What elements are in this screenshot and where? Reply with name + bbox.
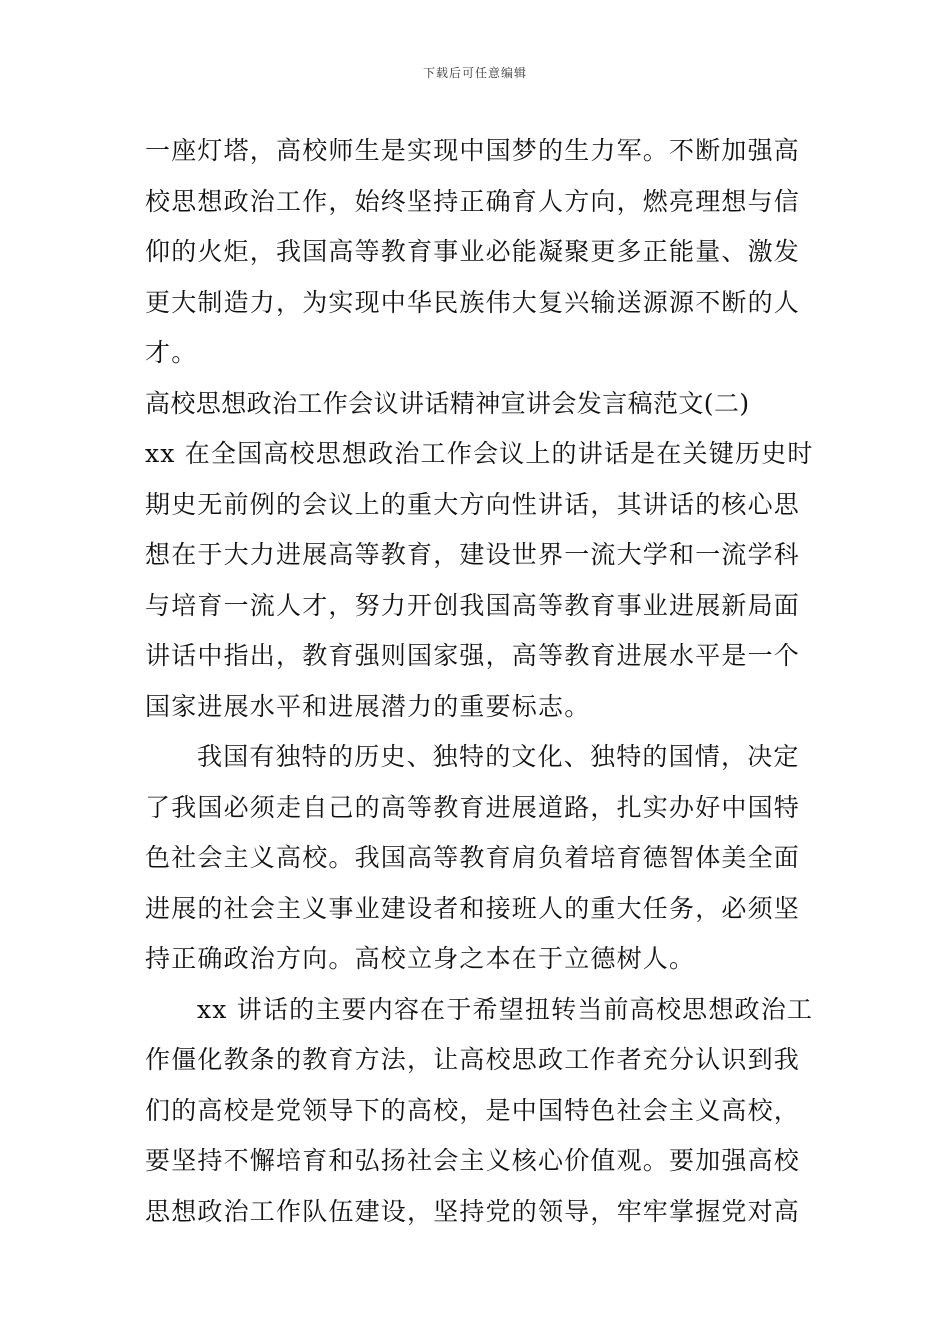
paragraph-first-line: 我国有独特的历史、独特的文化、独特的国情，决定	[197, 742, 800, 771]
body-line: 持正确政治方向。高校立身之本在于立德树人。	[145, 944, 696, 973]
body-line: 进展的社会主义事业建设者和接班人的重大任务，必须坚	[145, 893, 801, 923]
body-line: 国家进展水平和进展潜力的重要标志。	[145, 691, 591, 721]
body-line: 想在于大力进展高等教育，建设世界一流大学和一流学科	[145, 540, 801, 569]
section-heading: 高校思想政治工作会议讲话精神宣讲会发言稿范文(二)	[145, 388, 750, 418]
body-line: 校思想政治工作，始终坚持正确育人方向，燃亮理想与信	[145, 186, 801, 216]
body-line: 期史无前例的会议上的重大方向性讲话，其讲话的核心思	[145, 489, 801, 519]
body-line: 作僵化教条的教育方法，让高校思政工作者充分认识到我	[145, 1045, 801, 1074]
body-line: 色社会主义高校。我国高等教育肩负着培育德智体美全面	[145, 843, 801, 872]
body-line: xx 在全国高校思想政治工作会议上的讲话是在关键历史时	[145, 439, 814, 468]
body-line: 与培育一流人才，努力开创我国高等教育事业进展新局面	[145, 590, 801, 620]
body-line: 讲话中指出，教育强则国家强，高等教育进展水平是一个	[145, 641, 801, 670]
body-line: 一座灯塔，高校师生是实现中国梦的生力军。不断加强高	[145, 136, 801, 165]
body-line: 要坚持不懈培育和弘扬社会主义核心价值观。要加强高校	[145, 1146, 801, 1175]
document-body	[145, 126, 814, 1237]
body-line: 们的高校是党领导下的高校，是中国特色社会主义高校，	[145, 1095, 801, 1125]
page-header-note: 下载后可任意编辑	[422, 66, 527, 80]
paragraph-first-line: xx 讲话的主要内容在于希望扭转当前高校思想政治工	[197, 994, 814, 1024]
body-line: 思想政治工作队伍建设，坚持党的领导，牢牢掌握党对高	[145, 1196, 801, 1226]
body-line: 更大制造力，为实现中华民族伟大复兴输送源源不断的人	[145, 287, 801, 317]
body-line: 仰的火炬，我国高等教育事业必能凝聚更多正能量、激发	[145, 237, 801, 266]
body-line: 了我国必须走自己的高等教育进展道路，扎实办好中国特	[145, 792, 801, 822]
body-line: 才。	[145, 338, 198, 367]
